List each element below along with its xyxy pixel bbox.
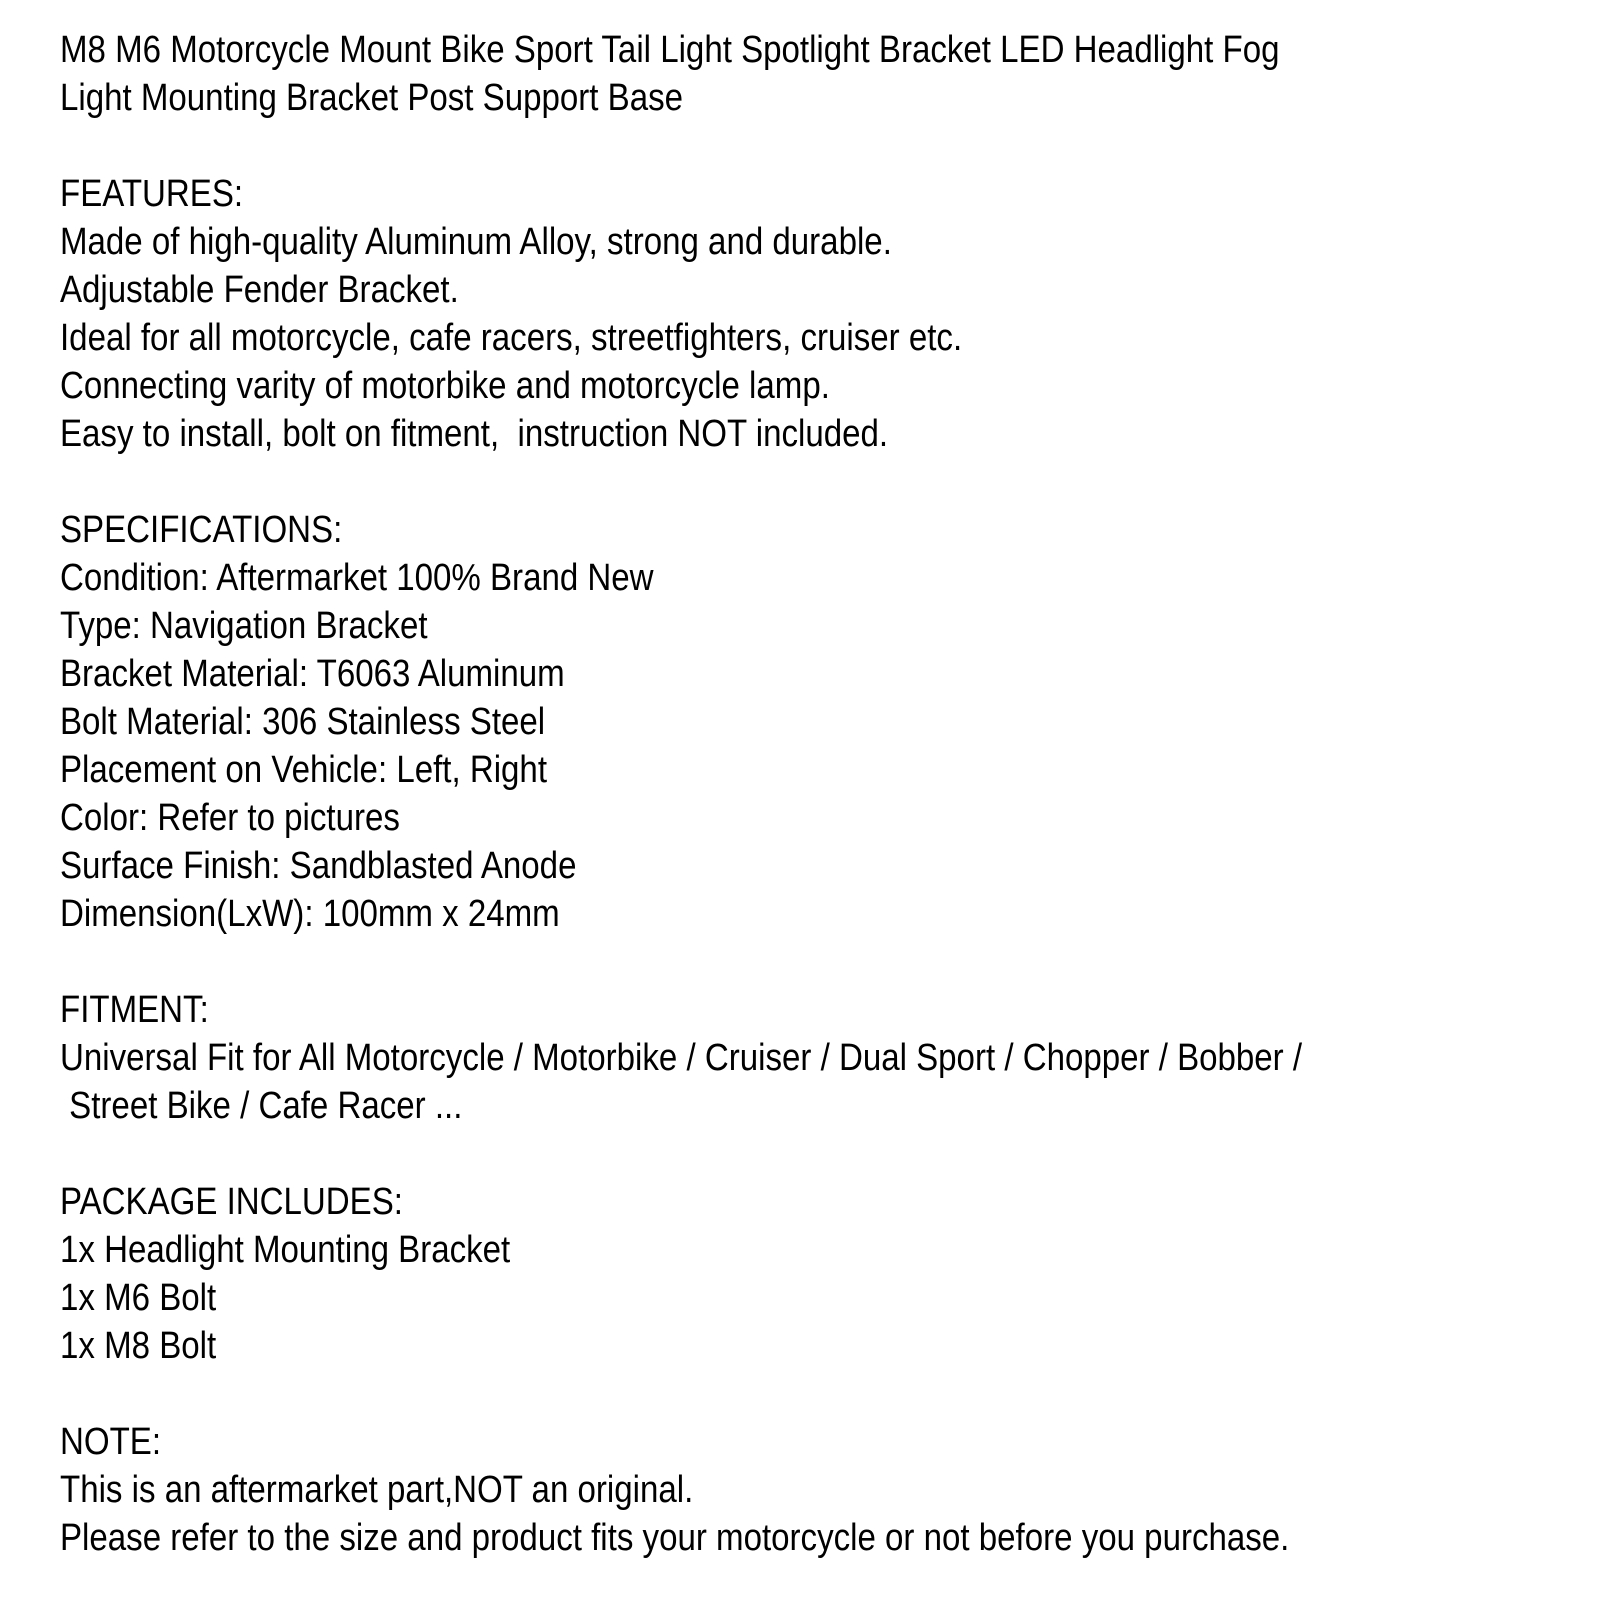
product-title-line-2: Light Mounting Bracket Post Support Base [60,77,684,119]
features-line: Made of high-quality Aluminum Alloy, strong and durable. [60,221,892,263]
features-line: Adjustable Fender Bracket. [60,269,459,311]
specifications-line: Placement on Vehicle: Left, Right [60,749,548,791]
package-includes-line: 1x M6 Bolt [60,1277,217,1319]
features-heading: FEATURES: [60,173,244,215]
package-includes-heading: PACKAGE INCLUDES: [60,1181,403,1223]
package-includes-line: 1x M8 Bolt [60,1325,217,1367]
features-section [60,170,1600,458]
package-includes-line: 1x Headlight Mounting Bracket [60,1229,511,1271]
fitment-line: Universal Fit for All Motorcycle / Motorbike / Cruiser / Dual Sport / Chopper / Bobber / [60,1037,1303,1079]
note-line: This is an aftermarket part,NOT an original. [60,1469,694,1511]
note-section [60,1418,1600,1562]
note-line: Please refer to the size and product fits your motorcycle or not before you purchase. [60,1517,1290,1559]
features-line: Connecting varity of motorbike and motorcycle lamp. [60,365,830,407]
fitment-heading: FITMENT: [60,989,209,1031]
specifications-line: Bolt Material: 306 Stainless Steel [60,701,546,743]
features-line: Ideal for all motorcycle, cafe racers, streetfighters, cruiser etc. [60,317,963,359]
specifications-line: Bracket Material: T6063 Aluminum [60,653,565,695]
product-title [60,26,1600,122]
package-includes-section [60,1178,1600,1370]
fitment-line: Street Bike / Cafe Racer ... [60,1085,463,1127]
product-title-line-1: M8 M6 Motorcycle Mount Bike Sport Tail Light Spotlight Bracket LED Headlight Fog [60,29,1280,71]
text-content [60,26,1600,1562]
specifications-line: Color: Refer to pictures [60,797,400,839]
specifications-section [60,506,1600,938]
specifications-line: Type: Navigation Bracket [60,605,428,647]
features-line: Easy to install, bolt on fitment, instruction NOT included. [60,413,889,455]
note-heading: NOTE: [60,1421,162,1463]
specifications-line: Condition: Aftermarket 100% Brand New [60,557,654,599]
fitment-section [60,986,1600,1130]
specifications-heading: SPECIFICATIONS: [60,509,343,551]
specifications-line: Surface Finish: Sandblasted Anode [60,845,577,887]
specifications-line: Dimension(LxW): 100mm x 24mm [60,893,560,935]
